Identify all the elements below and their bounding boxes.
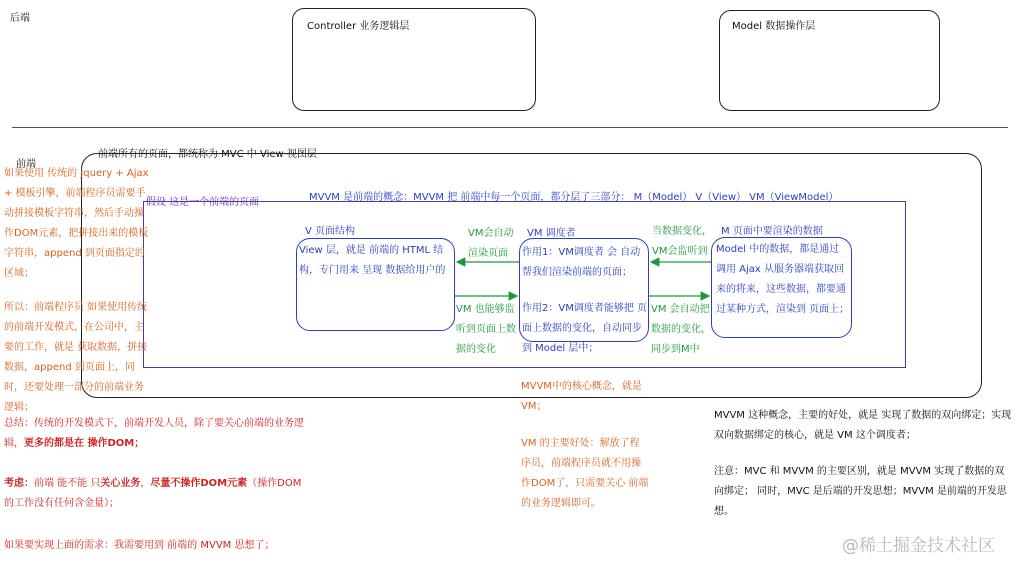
left-note-2: 所以：前端程序员 如果使用传统的前端开发模式，在公司中，主要的工作，就是 获取数据，拼接数据，append 到页面上，同时，还要处理一部分的前端业务逻辑； xyxy=(4,302,148,413)
frontend-label: 前端 xyxy=(16,159,36,170)
vm-title: VM 调度者 xyxy=(527,228,576,239)
arrow-label-vm-to-m: VM 会自动把数据的变化，同步到M中 xyxy=(651,304,711,355)
summary-text: 总结：传统的开发模式下，前端开发人员，除了要关心前端的业务逻辑， xyxy=(4,418,304,449)
assume-title: 假设 这是一个前端的页面 xyxy=(146,197,260,208)
right-note-1: MVVM 这种概念，主要的好处，就是 实现了数据的双向绑定；实现双向数据绑定的核心，就是 VM 这个调度者； xyxy=(714,410,1012,441)
need-note: 如果要实现上面的需求：我需要用到 前端的 MVVM 思想了； xyxy=(4,540,275,551)
watermark: @稀土掘金技术社区 xyxy=(842,536,995,556)
backend-label: 后端 xyxy=(10,13,30,24)
v-title: V 页面结构 xyxy=(305,226,356,237)
pages-title: 前端所有的页面，都统称为 MVC 中 View 视图层 xyxy=(98,149,317,160)
arrow-label-m-to-vm: 当数据变化，VM会监听到 xyxy=(652,226,712,257)
vm-role-2: 作用2：VM调度者能够把 页面上数据的变化，自动同步到 Model 层中； xyxy=(522,303,648,354)
think-label: 考虑： xyxy=(4,478,34,489)
think-sep: ， xyxy=(140,478,151,489)
controller-title: Controller 业务逻辑层 xyxy=(307,21,410,32)
think-text-1: 前端 能不能 只 xyxy=(34,478,101,489)
think-text-2: （操作DOM的工作没有任何含金量）； xyxy=(4,478,302,509)
left-note-1: 如果使用 传统的 Jquery + Ajax + 模板引擎，前端程序员需要手动拼接模板字符串，然后手动操作DOM元素，把拼接出来的模板字符串，append 到页面指定的区域； xyxy=(4,168,149,279)
vm-role-1: 作用1：VM调度者 会 自动帮我们渲染前端的页面； xyxy=(522,247,641,278)
summary-emphasis: 更多的都是在 操作DOM； xyxy=(24,438,145,449)
vm-benefit: VM 的主要好处：解放了程序员，前端程序员就不用操作DOM了，只需要关心 前端的业务逻辑即可。 xyxy=(521,438,649,509)
m-desc: Model 中的数据，都是通过 调用 Ajax 从服务器端获取回来的将来，这些数据，都要通过某种方式，渲染到 页面上； xyxy=(716,244,850,315)
v-desc: View 层，就是 前端的 HTML 结构，专门用来 呈现 数据给用户的 xyxy=(299,245,446,276)
arrow-label-vm-to-v: VM会自动渲染页面 xyxy=(468,228,514,259)
vm-core: MVVM中的核心概念，就是 VM； xyxy=(521,381,642,412)
m-title: M 页面中要渲染的数据 xyxy=(721,226,823,237)
model-title: Model 数据操作层 xyxy=(732,21,816,32)
arrow-label-v-to-vm: VM 也能够监听到页面上数据的变化 xyxy=(456,304,516,355)
think-emphasis-2: 尽量不操作DOM元素 xyxy=(150,478,248,489)
mvvm-concept: MVVM 是前端的概念：MVVM 把 前端中每一个页面，都分层了三部分： M（Model） V（View） VM（ViewModel） xyxy=(309,192,839,203)
think-emphasis-1: 关心业务 xyxy=(100,478,141,489)
right-note-2: 注意：MVC 和 MVVM 的主要区别，就是 MVVM 实现了数据的双向绑定； 同时，MVC 是后端的开发思想；MVVM 是前端的开发思想。 xyxy=(714,466,1007,517)
